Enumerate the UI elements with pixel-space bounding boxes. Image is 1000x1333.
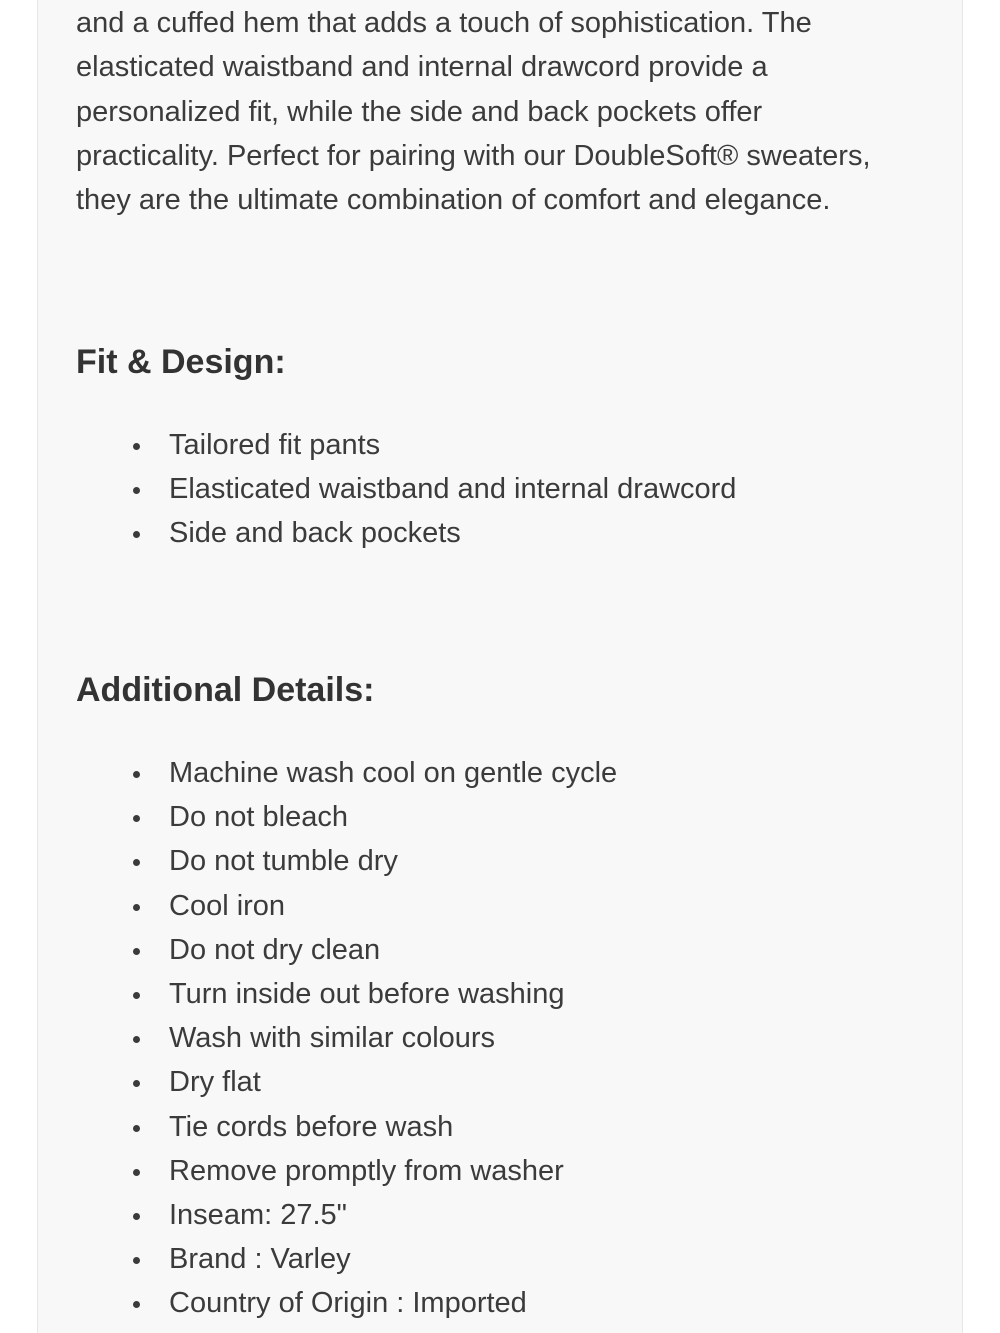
list-item [76,1149,617,1193]
product-description-card [37,0,963,1333]
list-item [76,1281,617,1325]
bullet-icon [133,531,140,538]
list-item-text: Elasticated waistband and internal drawcord [169,473,737,506]
list-item [76,1060,617,1104]
bullet-icon [133,1301,140,1308]
bullet-icon [133,815,140,822]
list-item [76,928,617,972]
list-item-text: Do not bleach [169,801,348,834]
description-line: practicality. Perfect for pairing with our DoubleSoft® sweaters, [76,139,871,172]
list-item [76,795,617,839]
list-item [76,884,617,928]
list-item-text: Wash with similar colours [169,1022,496,1055]
product-description-text [76,0,936,222]
list-item-text: Machine wash cool on gentle cycle [169,757,618,789]
description-line: they are the ultimate combination of comfort and elegance. [76,184,831,217]
bullet-icon [133,948,140,955]
list-item-text: Do not tumble dry [169,845,398,878]
description-line: elasticated waistband and internal drawcord provide a [76,51,768,84]
list-item-text: Side and back pockets [169,517,461,550]
bullet-icon [133,992,140,999]
list-item [76,751,617,795]
list-item [76,467,736,511]
list-item [76,1193,617,1237]
list-item-text: Dry flat [169,1066,261,1099]
list-item [76,1105,617,1149]
bullet-icon [133,1257,140,1264]
list-item [76,511,736,555]
bullet-icon [133,904,140,911]
list-item-text: Tailored fit pants [169,429,381,461]
list-item-text: Tie cords before wash [169,1110,454,1143]
bullet-icon [133,1213,140,1220]
fit-design-heading: Fit & Design: [76,343,286,381]
bullet-icon [133,1125,140,1132]
list-item-text: Cool iron [169,889,286,922]
list-item [76,1016,617,1060]
bullet-icon [133,771,140,778]
list-item [76,972,617,1016]
description-line: and a cuffed hem that adds a touch of sophistication. The [76,7,812,40]
additional-details-list [76,751,617,1326]
list-item [76,1237,617,1281]
bullet-icon [133,443,140,450]
bullet-icon [133,1169,140,1176]
bullet-icon [133,1080,140,1087]
list-item-text: Do not dry clean [169,933,381,966]
bullet-icon [133,487,140,494]
additional-details-heading: Additional Details: [76,671,375,709]
list-item-text: Inseam: 27.5" [169,1199,347,1232]
list-item-text: Country of Origin : Imported [169,1287,527,1320]
list-item [76,423,736,467]
description-line: personalized fit, while the side and back pockets offer [76,95,763,128]
list-item-text: Brand : Varley [169,1243,351,1276]
list-item [76,839,617,883]
fit-design-list [76,423,736,556]
bullet-icon [133,1036,140,1043]
list-item-text: Turn inside out before washing [169,978,565,1011]
bullet-icon [133,859,140,866]
list-item-text: Remove promptly from washer [169,1154,564,1187]
